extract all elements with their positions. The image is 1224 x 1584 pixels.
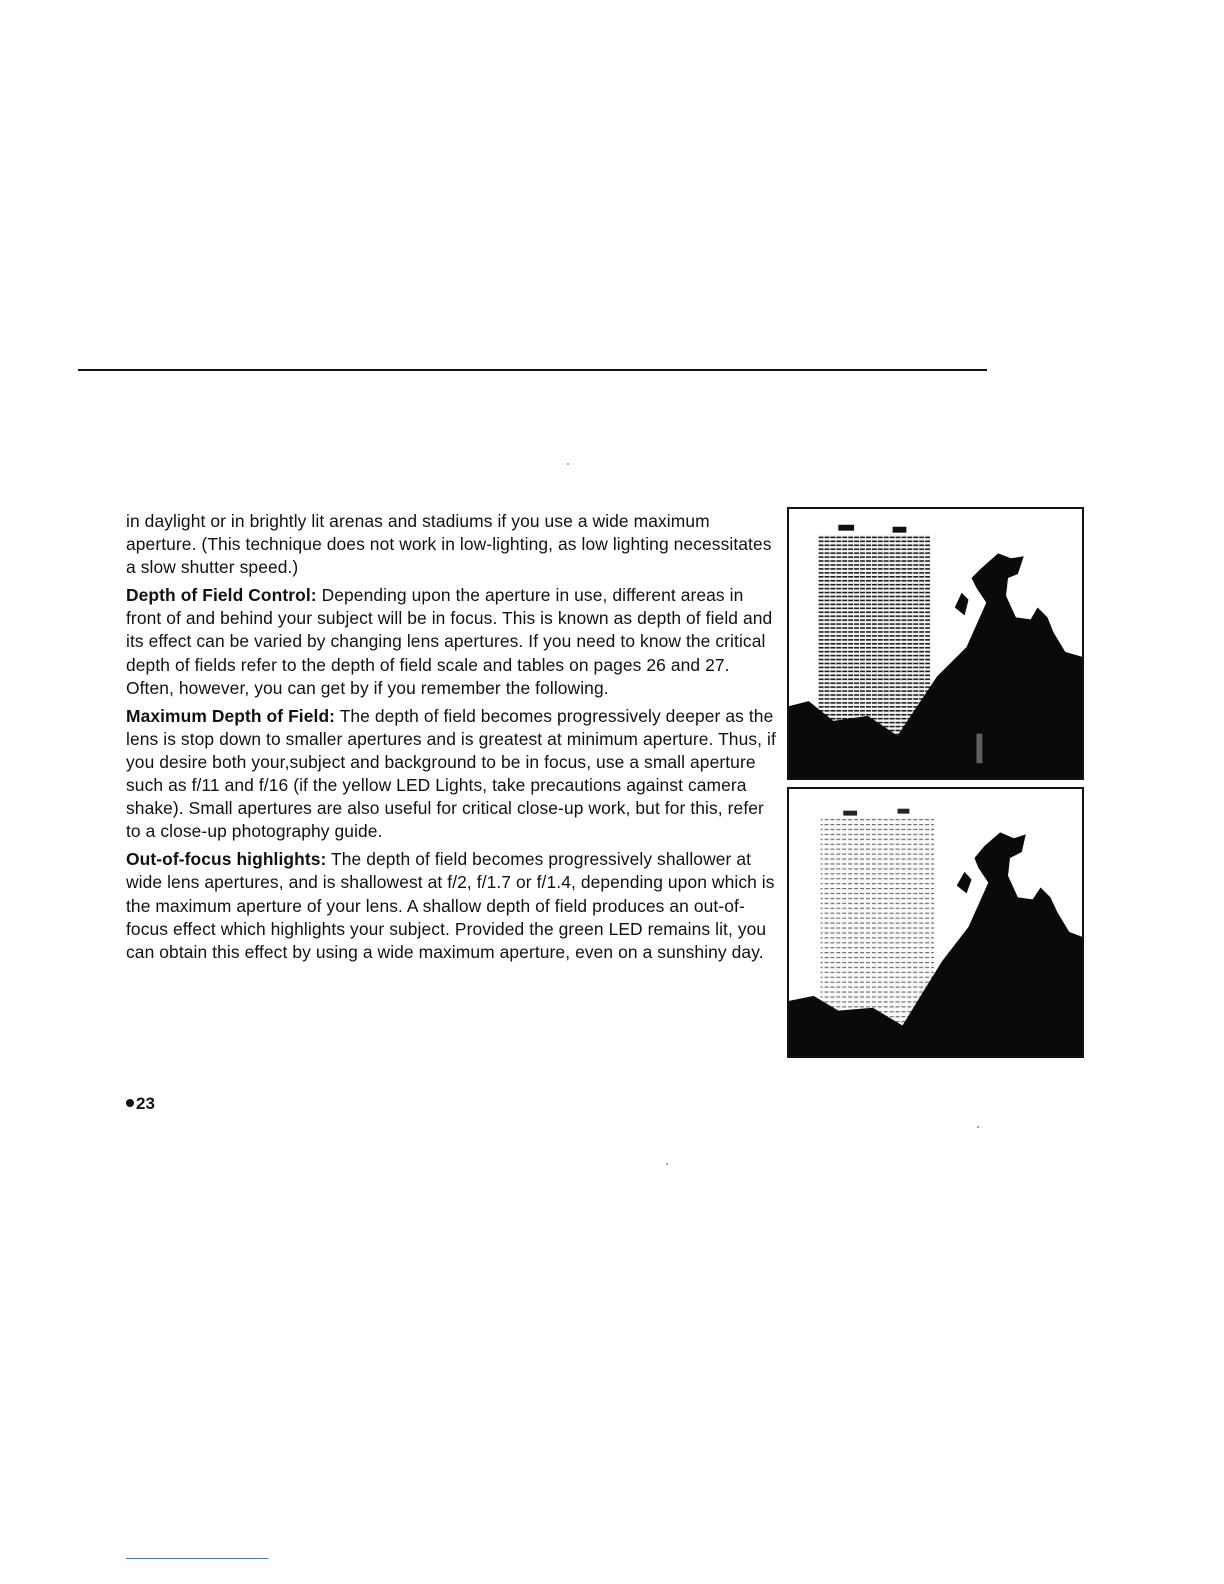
- photo-blurred-background: [787, 787, 1084, 1058]
- intro-paragraph: in daylight or in brightly lit arenas and stadiums if you use a wide maximum aperture. (This technique does not work in low-lighting, as low lighting necessitates a slow shutter speed.): [126, 511, 772, 578]
- page-number: [126, 1094, 155, 1114]
- depth-of-field-control-body: Depending upon the aperture in use, different areas in front of and behind your subject will be in focus. This is known as depth of field and its effect can be varied by changing lens apertures. If you need to know the critical depth of fields refer to the depth of field scale and tables on pages 26 and 27. Often, however, you can get by if you remember the following.: [126, 585, 773, 698]
- maximum-depth-paragraph: [126, 705, 776, 844]
- scan-speck: [567, 463, 569, 465]
- maximum-depth-heading: Maximum Depth of Field:: [126, 705, 336, 726]
- photo-sharp-background-image: [789, 509, 1082, 778]
- out-of-focus-heading: Out-of-focus highlights:: [126, 849, 327, 870]
- out-of-focus-paragraph: [126, 848, 776, 963]
- depth-of-field-control-paragraph: [126, 584, 776, 699]
- photo-sharp-background: [787, 507, 1084, 780]
- scan-speck: [666, 1163, 668, 1165]
- depth-of-field-control-heading: Depth of Field Control:: [126, 585, 317, 606]
- photo-blurred-background-image: [789, 789, 1082, 1056]
- bottom-rule: [126, 1558, 268, 1559]
- maximum-depth-body: The depth of field becomes progressively deeper as the lens is stop down to smaller apertures and is greatest at minimum aperture. Thus, if you desire both your,subject and background to be in focus, use a small aperture such as f/11 and f/16 (if the yellow LED Lights, take precautions against camera shake). Small apertures are also useful for critical close-up work, but for this, refer to a close-up photography guide.: [126, 705, 776, 842]
- page-number-value: 23: [136, 1094, 155, 1113]
- bullet-icon: [126, 1099, 134, 1107]
- scan-speck: [977, 1126, 979, 1128]
- top-rule: [78, 369, 987, 371]
- body-text: [126, 510, 776, 969]
- out-of-focus-body: The depth of field becomes progressively shallower at wide lens apertures, and is shallowest at f/2, f/1.7 or f/1.4, depending upon which is the maximum aperture of your lens. A shallow depth of field produces an out-of-focus effect which highlights your subject. Provided the green LED remains lit, you can obtain this effect by using a wide maximum aperture, even on a sunshiny day.: [126, 849, 775, 962]
